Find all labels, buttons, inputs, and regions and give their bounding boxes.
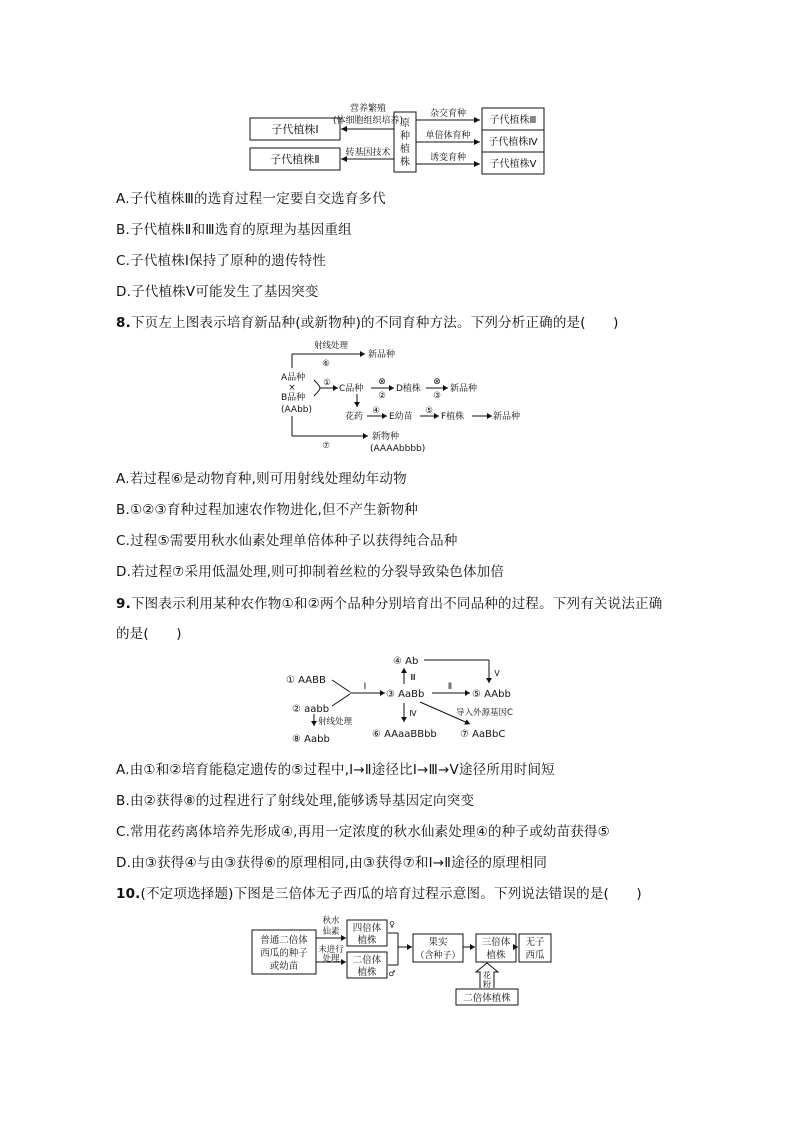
original-plant-char-4: 株 (400, 157, 410, 168)
box-diploid-line-1: 二倍体 (352, 955, 382, 966)
q7-option-c: C.子代植株Ⅰ保持了原种的遗传特性 (116, 253, 327, 269)
step-1: ① (323, 378, 331, 388)
label-haploid: 单倍体育种 (425, 131, 471, 141)
box-triploid-line-2: 植株 (486, 950, 506, 961)
q9-option-a: A.由①和②培育能稳定遗传的⑤过程中,Ⅰ→Ⅱ途径比Ⅰ→Ⅲ→Ⅴ途径所用时间短 (116, 762, 555, 778)
male-symbol: ♂ (388, 969, 396, 978)
c-variety: C品种 (339, 384, 364, 394)
q9-stem-text-1: 下图表示利用某种农作物①和②两个品种分别培育出不同品种的过程。下列有关说法正确 (130, 596, 663, 612)
q10-number: 10. (116, 886, 141, 902)
q8-option-c: C.过程⑤需要用秋水仙素处理单倍体种子以获得纯合品种 (116, 533, 458, 549)
new-variety-mid: 新品种 (450, 384, 478, 394)
roman-1: Ⅰ (363, 682, 367, 692)
b-variety: B品种 (281, 393, 306, 403)
node-3: ③ AaBb (386, 689, 425, 700)
label-pollen-1: 花 (483, 971, 491, 980)
roman-3: Ⅲ (410, 673, 416, 682)
label-radiation: 射线处理 (313, 341, 349, 351)
node-8: ⑧ Aabb (292, 734, 330, 745)
figure-breeding-pathways (280, 650, 550, 746)
q9-option-b: B.由②获得⑧的过程进行了射线处理,能够诱导基因定向突变 (116, 793, 475, 809)
q8-stem-text: 下页左上图表示培育新品种(或新物种)的不同育种方法。下列分析正确的是( ) (130, 315, 619, 331)
selfing-2: ⊗ (433, 377, 441, 387)
box-triploid-line-1: 三倍体 (481, 937, 511, 948)
q10-stem-text: (不定项选择题)下图是三倍体无子西瓜的培育过程示意图。下列说法错误的是( ) (140, 886, 642, 902)
selfing-1: ⊗ (378, 377, 386, 387)
box-offspring-4-label: 子代植株Ⅳ (488, 137, 538, 148)
q8-option-b: B.①②③育种过程加速农作物进化,但不产生新物种 (116, 502, 418, 518)
q7-option-b: B.子代植株Ⅱ和Ⅲ选育的原理为基因重组 (116, 222, 352, 238)
box-fruit-line-2: （含种子） (415, 951, 461, 961)
box-seedless-line-1: 无子 (525, 937, 545, 948)
q9-option-c: C.常用花药离体培养先形成④,再用一定浓度的秋水仙素处理④的种子或幼苗获得⑤ (116, 824, 610, 840)
label-colchicine-1: 秋水 (322, 916, 340, 926)
q7-option-d: D.子代植株Ⅴ可能发生了基因突变 (116, 284, 319, 300)
box-tetraploid-line-1: 四倍体 (352, 923, 382, 934)
step-5: ⑤ (425, 406, 433, 416)
node-6: ⑥ AAaaBBbb (372, 729, 437, 740)
q8-option-d: D.若过程⑦采用低温处理,则可抑制着丝粒的分裂导致染色体加倍 (116, 564, 505, 580)
new-species: 新物种 (372, 432, 400, 442)
box-diploid-seed-line-1: 普通二倍体 (260, 935, 308, 946)
label-colchicine-2: 仙素 (322, 927, 340, 937)
q9-option-d: D.由③获得④与由③获得⑥的原理相同,由③获得⑦和Ⅰ→Ⅱ途径的原理相同 (116, 855, 548, 871)
q8-option-a: A.若过程⑥是动物育种,则可用射线处理幼年动物 (116, 471, 407, 487)
b-genotype: (AAbb) (281, 405, 313, 415)
figure-breeding-methods-1 (240, 100, 560, 180)
label-tissue-culture: (体细胞组织培养) (332, 116, 404, 126)
node-5: ⑤ AAbb (472, 689, 511, 700)
original-plant-char-3: 植 (400, 144, 410, 155)
box-offspring-5-label: 子代植株Ⅴ (489, 159, 537, 170)
figure-seedless-watermelon (248, 910, 558, 1010)
roman-5: Ⅴ (494, 669, 500, 678)
step-4: ④ (372, 406, 380, 416)
original-plant-char-1: 原 (400, 118, 410, 129)
q10-stem (116, 882, 642, 902)
q8-number: 8. (116, 315, 131, 331)
q9-number: 9. (116, 596, 131, 612)
step-7: ⑦ (322, 441, 330, 451)
label-radiation-2: 射线处理 (318, 717, 353, 727)
node-4: ④ Ab (393, 656, 419, 667)
roman-4: Ⅳ (409, 709, 417, 718)
cross-sign: × (288, 383, 296, 393)
a-variety: A品种 (281, 373, 306, 383)
label-pollen-2: 粉 (483, 980, 491, 989)
step-3: ③ (433, 391, 441, 401)
label-foreign-gene: 导入外源基因C (456, 708, 513, 718)
box-diploid-line-2: 植株 (357, 967, 377, 978)
label-untreated-1: 未进行 (318, 945, 344, 955)
box-tetraploid-line-2: 植株 (357, 935, 377, 946)
e-seedling: E幼苗 (389, 412, 413, 422)
node-2: ② aabb (292, 704, 330, 715)
node-1: ① AABB (286, 675, 326, 686)
d-plant: D植株 (396, 384, 421, 394)
q9-stem-line-2: 的是( ) (116, 626, 182, 642)
node-7: ⑦ AaBbC (460, 729, 506, 740)
roman-2: Ⅱ (447, 682, 453, 692)
step-6: ⑥ (322, 359, 330, 369)
box-fruit-line-1: 果实 (428, 937, 448, 948)
step-2: ② (378, 391, 386, 401)
f-plant: F植株 (441, 412, 465, 422)
figure-breeding-methods-2 (280, 338, 520, 458)
box-offspring-1-label: 子代植株Ⅰ (271, 123, 319, 136)
box-offspring-2-label: 子代植株Ⅱ (270, 153, 320, 166)
female-symbol: ♀ (389, 920, 395, 929)
box-diploid-seed-line-2: 西瓜的种子 (260, 948, 308, 959)
q9-stem-line-1 (116, 592, 662, 612)
q7-option-a: A.子代植株Ⅲ的选育过程一定要自交选育多代 (116, 191, 386, 207)
label-vegetative: 营养繁殖 (349, 104, 387, 114)
label-mutation: 诱变育种 (429, 153, 467, 163)
box-diploid-bottom-label: 二倍体植株 (463, 993, 511, 1004)
label-untreated-2: 处理 (322, 954, 340, 964)
new-species-genotype: (AAAAbbbb) (370, 444, 426, 454)
label-transgenic: 转基因技术 (345, 148, 391, 158)
pollen: 花药 (345, 412, 364, 422)
new-variety-top: 新品种 (368, 350, 396, 360)
q8-stem (116, 311, 619, 331)
label-hybrid: 杂交育种 (429, 109, 467, 119)
original-plant-char-2: 种 (400, 131, 410, 142)
box-diploid-seed-line-3: 或幼苗 (269, 961, 299, 972)
box-seedless-line-2: 西瓜 (525, 950, 545, 961)
box-offspring-3-label: 子代植株Ⅲ (489, 115, 537, 126)
new-variety-low: 新品种 (493, 412, 520, 422)
